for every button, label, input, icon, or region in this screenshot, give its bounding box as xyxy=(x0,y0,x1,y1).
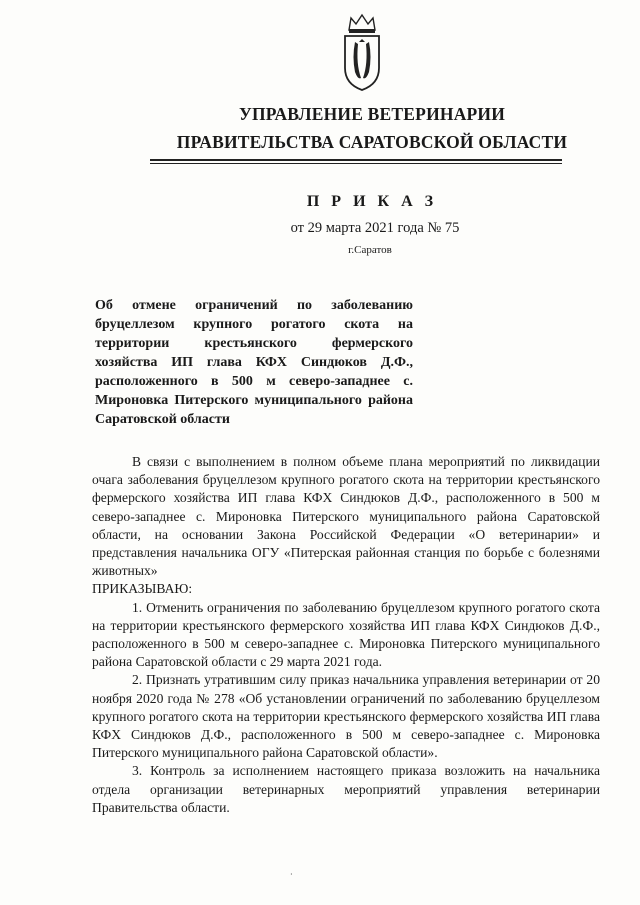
order-date-number: от 29 марта 2021 года № 75 xyxy=(290,220,460,236)
header-divider-thick xyxy=(150,159,562,161)
order-body xyxy=(92,453,600,817)
preamble-paragraph: В связи с выполнением в полном объеме плана мероприятий по ликвидации очага заболевания бруцеллезом крупного рогатого скота на территории крестьянского фермерского хозяйства ИП глава КФХ Синдюков Д.Ф., расположенного в 500 м северо-западнее с. Мироновка Питерского муниципального района Саратовской области, на основании Закона Российской Федерации «О ветеринарии» и представления начальника ОГУ «Питерская районная станция по борьбе с болезнями животных» xyxy=(92,454,600,579)
order-item-3: 3. Контроль за исполнением настоящего приказа возложить на начальника отдела организации ветеринарных мероприятий управления ветеринарии Правительства области. xyxy=(92,763,600,815)
document-title: П Р И К А З xyxy=(306,193,438,210)
org-name-line2: ПРАВИТЕЛЬСТВА САРАТОВСКОЙ ОБЛАСТИ xyxy=(176,132,568,152)
org-name-line1: УПРАВЛЕНИЕ ВЕТЕРИНАРИИ xyxy=(238,104,506,124)
scan-mark: · xyxy=(290,870,293,879)
order-item-2: 2. Признать утратившим силу приказ начальника управления ветеринарии от 20 ноября 2020 года № 278 «Об установлении ограничений по заболеванию бруцеллезом крупного рогатого скота на территории крестьянского фермерского хозяйства ИП глава КФХ Синдюков Д.Ф., расположенного в 500 м северо-западнее с. Мироновка Питерского муниципального района Саратовской области». xyxy=(92,672,600,761)
command-line: ПРИКАЗЫВАЮ: xyxy=(92,581,193,597)
order-item-1: 1. Отменить ограничения по заболеванию бруцеллезом крупного рогатого скота на территории крестьянского фермерского хозяйства ИП глава КФХ Синдюков Д.Ф., расположенного в 500 м северо-западнее с. Мироновка Питерского муниципального района Саратовской области с 29 марта 2021 года. xyxy=(92,599,600,670)
order-subject: Об отмене ограничений по заболеванию бруцеллезом крупного рогатого скота на территории крестьянского фермерского хозяйства ИП глава КФХ Синдюков Д.Ф., расположенного в 500 м северо-западнее с. Мироновка Питерского муниципального района Саратовской области xyxy=(95,298,413,427)
order-city: г.Саратов xyxy=(348,244,392,256)
coat-of-arms-icon xyxy=(337,12,387,92)
header-divider-thin xyxy=(150,163,562,164)
